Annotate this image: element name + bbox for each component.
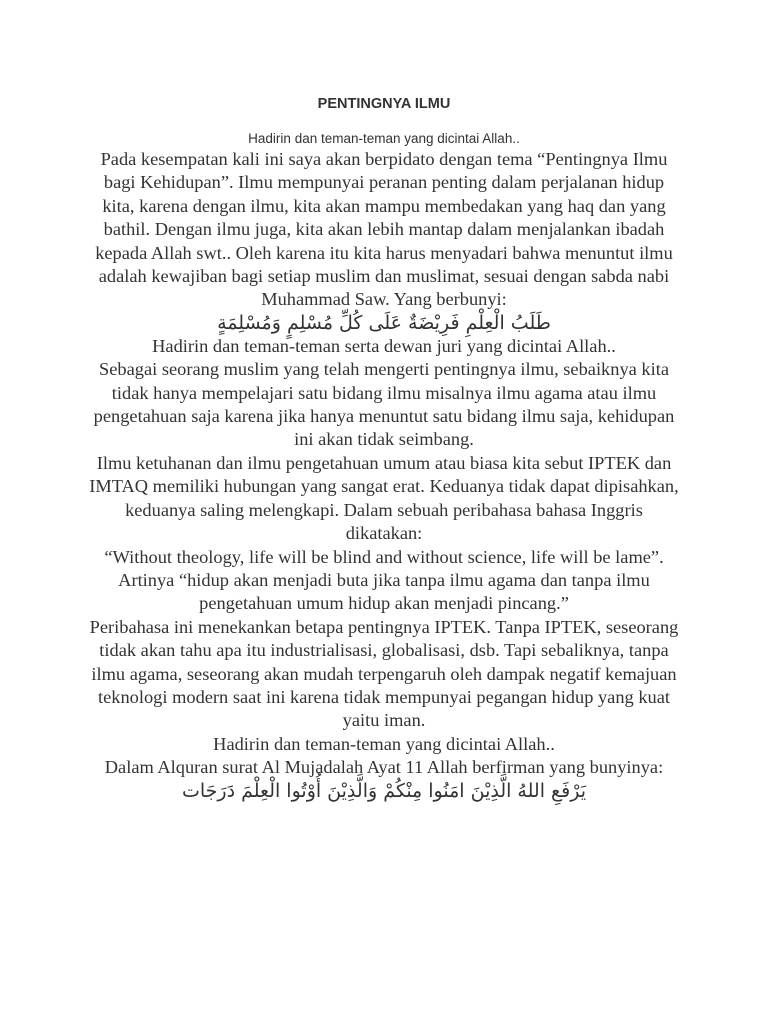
document-content — [88, 94, 680, 803]
opening-greeting: Hadirin dan teman-teman yang dicintai Allah.. — [248, 131, 520, 146]
paragraph-balance: Sebagai seorang muslim yang telah mengerti pentingnya ilmu, sebaiknya kita tidak hanya mempelajari satu bidang ilmu misalnya ilmu agama atau ilmu pengetahuan saja karena jika hanya menuntut satu bidang ilmu saja, kehidupan ini akan tidak seimbang. — [93, 359, 675, 450]
paragraph-greeting-jury: Hadirin dan teman-teman serta dewan juri yang dicintai Allah.. — [152, 335, 616, 356]
document-title: PENTINGNYA ILMU — [317, 96, 451, 112]
paragraph-iptek-imtaq: Ilmu ketuhanan dan ilmu pengetahuan umum atau biasa kita sebut IPTEK dan IMTAQ memiliki hubungan yang sangat erat. Keduanya tidak dapat dipisahkan, keduanya saling melengkapi. Dalam sebuah peribahasa bahasa Inggris dikatakan: — [89, 452, 679, 544]
quran-verse-arabic: يَرْفَعِ اللهُ الَّذِيْنَ امَنُوا مِنْكُمْ وَالَّذِيْنَ أُوْتُوا الْعِلْمَ دَرَجَات — [182, 779, 586, 802]
paragraph-intro: Pada kesempatan kali ini saya akan berpidato dengan tema “Pentingnya Ilmu bagi Kehidupan”. Ilmu mempunyai peranan penting dalam perjalanan hidup kita, karena dengan ilmu, kita akan mampu membedakan yang haq dan yang bathil. Dengan ilmu juga, kita akan lebih mantap dalam menjalankan ibadah kepada Allah swt.. Oleh karena itu kita harus menyadari bahwa menuntut ilmu adalah kewajiban bagi setiap muslim dan muslimat, sesuai dengan sabda nabi Muhammad Saw. Yang berbunyi: — [95, 149, 673, 310]
hadith-arabic: طَلَبُ الْعِلْمِ فَرِيْضَةٌ عَلَى كُلِّ مُسْلِمٍ وَمُسْلِمَةٍ — [217, 311, 551, 334]
paragraph-proverb-meaning: Peribahasa ini menekankan betapa pentingnya IPTEK. Tanpa IPTEK, seseorang tidak akan tahu apa itu industrialisasi, globalisasi, dsb. Tapi sebaliknya, tanpa ilmu agama, seseorang akan mudah terpengaruh oleh dampak negatif kemajuan teknologi modern saat ini karena tidak mempunyai pegangan hidup yang kuat yaitu iman. — [89, 616, 679, 731]
paragraph-proverb: “Without theology, life will be blind and without science, life will be lame”. Artinya “hidup akan menjadi buta jika tanpa ilmu agama dan tanpa ilmu pengetahuan umum hidup akan menjadi pincang.” — [104, 546, 664, 614]
paragraph-greeting-closing: Hadirin dan teman-teman yang dicintai Allah.. — [213, 733, 555, 754]
paragraph-quran-intro: Dalam Alquran surat Al Mujadalah Ayat 11 Allah berfirman yang bunyinya: — [104, 757, 664, 778]
